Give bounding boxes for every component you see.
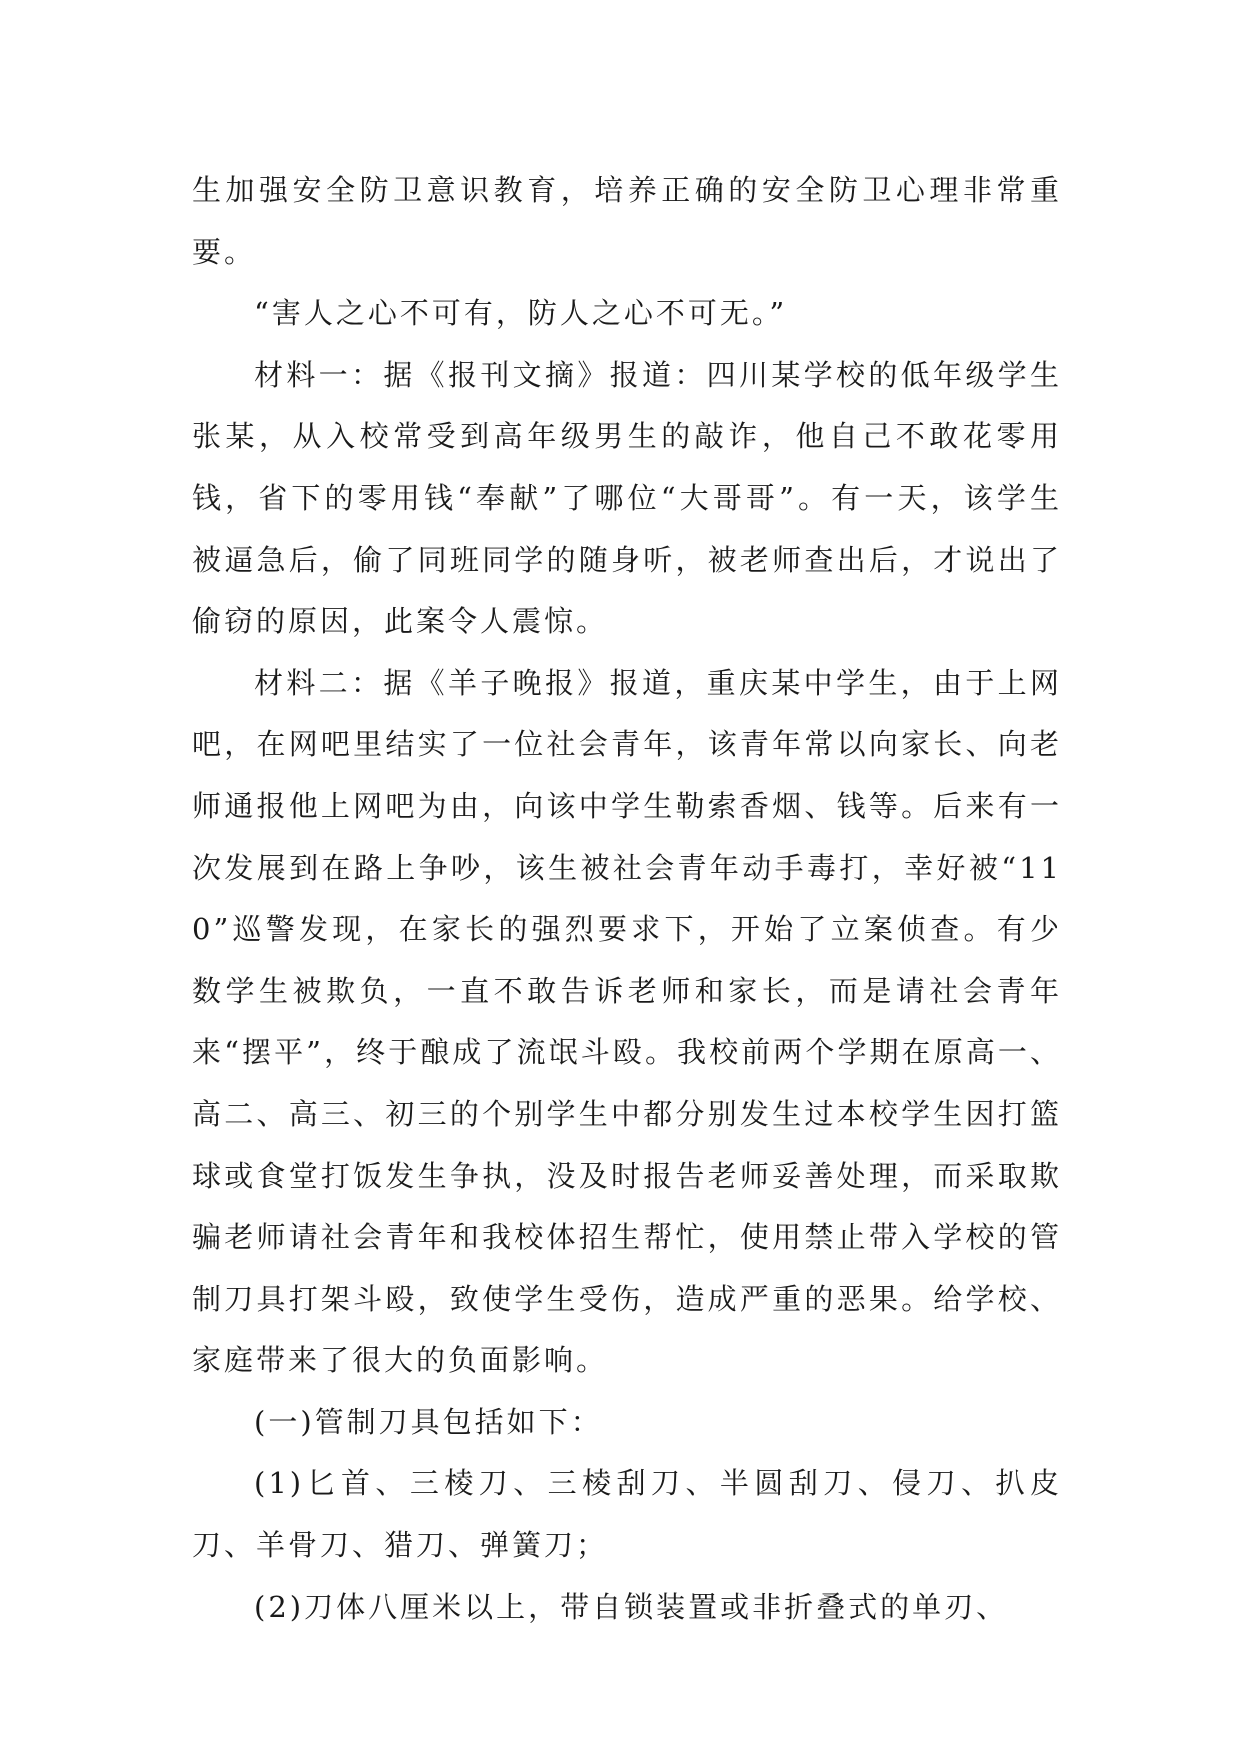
list-item-2: (2)刀体八厘米以上，带自锁装置或非折叠式的单刃、 <box>254 1589 1009 1624</box>
section-heading-controlled-knives: (一)管制刀具包括如下： <box>254 1404 603 1439</box>
document-body <box>192 160 1062 1638</box>
paragraph-material-two: 材料二：据《羊子晚报》报道，重庆某中学生，由于上网吧，在网吧里结实了一位社会青年，该青年常以向家长、向老师通报他上网吧为由，向该中学生勒索香烟、钱等。后来有一次发展到在路上争吵，该生被社会青年动手毒打，幸好被“110”巡警发现，在家长的强烈要求下，开始了立案侦查。有少数学生被欺负，一直不敢告诉老师和家长，而是请社会青年来“摆平”，终于酿成了流氓斗殴。我校前两个学期在原高一、高二、高三、初三的个别学生中都分别发生过本校学生因打篮球或食堂打饭发生争执，没及时报告老师妥善处理，而采取欺骗老师请社会青年和我校体招生帮忙，使用禁止带入学校的管制刀具打架斗殴，致使学生受伤，造成严重的恶果。给学校、家庭带来了很大的负面影响。 <box>192 665 1062 1378</box>
paragraph-proverb: “害人之心不可有，防人之心不可无。” <box>254 296 788 331</box>
paragraph-continuation: 生加强安全防卫意识教育，培养正确的安全防卫心理非常重要。 <box>192 173 1062 269</box>
paragraph-material-one: 材料一：据《报刊文摘》报道：四川某学校的低年级学生张某，从入校常受到高年级男生的敲诈，他自己不敢花零用钱，省下的零用钱“奉献”了哪位“大哥哥”。有一天，该学生被逼急后，偷了同班同学的随身听，被老师查出后，才说出了偷窃的原因，此案令人震惊。 <box>192 357 1062 639</box>
list-item-1: (1)匕首、三棱刀、三棱刮刀、半圆刮刀、侵刀、扒皮刀、羊骨刀、猎刀、弹簧刀； <box>192 1466 1062 1563</box>
